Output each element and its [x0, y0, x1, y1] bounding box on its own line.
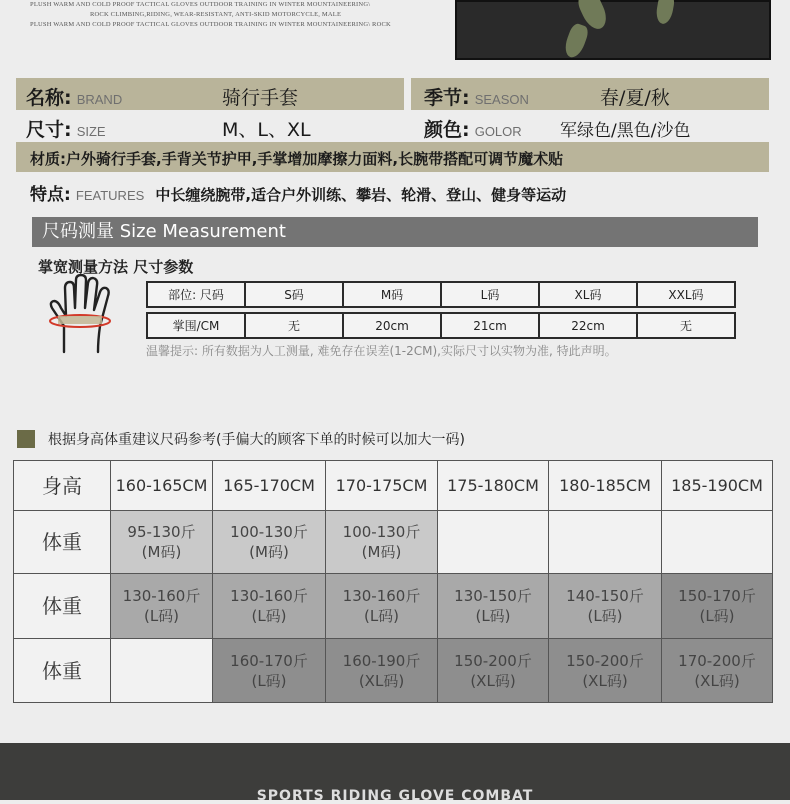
- size-param-cell: XL码: [539, 282, 637, 307]
- weight-cell: 130-150斤 (L码): [438, 574, 549, 639]
- weight-cell: [438, 511, 549, 574]
- season-field: [424, 83, 529, 110]
- weight-cell: 160-190斤 (XL码): [326, 639, 438, 703]
- weight-cell: 170-200斤 (XL码): [662, 639, 773, 703]
- size-en: SIZE: [76, 124, 106, 139]
- height-label: 身高: [14, 461, 111, 511]
- weight-cell: 130-160斤 (L码): [111, 574, 213, 639]
- features-label: 特点:: [30, 185, 71, 205]
- height-row: [14, 461, 773, 511]
- size-param-header-row: [147, 282, 735, 307]
- size-param-cell: 20cm: [343, 313, 441, 338]
- brand-en: BRAND: [76, 92, 123, 107]
- weight-cell: 130-160斤 (L码): [213, 574, 326, 639]
- weight-row: [14, 511, 773, 574]
- header-line-3: PLUSH WARM AND COLD PROOF TACTICAL GLOVES OUTDOOR TRAINING IN WINTER MOUNTAINEERING\ ROCK: [30, 21, 391, 28]
- method-label: 掌宽测量方法 尺寸参数: [38, 258, 194, 276]
- weight-cell: 100-130斤 (M码): [326, 511, 438, 574]
- season-label: 季节:: [424, 87, 470, 109]
- weight-cell: [549, 511, 662, 574]
- section-marker: [17, 430, 35, 448]
- features-en: FEATURES: [75, 188, 145, 203]
- size-param-cell: 部位: 尺码: [147, 282, 245, 307]
- measurement-note: 温馨提示: 所有数据为人工测量, 难免存在误差(1-2CM),实际尺寸以实物为准, 特此声明。: [146, 344, 617, 358]
- weight-cell: 140-150斤 (L码): [549, 574, 662, 639]
- size-param-cell: 22cm: [539, 313, 637, 338]
- season-value: 春/夏/秋: [600, 87, 670, 109]
- footer-title: SPORTS RIDING GLOVE COMBAT: [256, 788, 534, 804]
- header-line-2: ROCK CLIMBING,RIDING, WEAR-RESISTANT, ANTI-SKID MOTORCYCLE, MALE: [90, 11, 342, 18]
- glove-photo: [455, 0, 771, 60]
- weight-cell: [662, 511, 773, 574]
- size-param-table: [146, 281, 736, 339]
- size-field: [26, 115, 106, 142]
- features-value: 中长缠绕腕带,适合户外训练、攀岩、轮滑、登山、健身等运动: [155, 186, 567, 204]
- size-param-cell: XXL码: [637, 282, 735, 307]
- size-recommendation-table: [13, 460, 773, 703]
- weight-cell: [111, 639, 213, 703]
- header-text: [30, 0, 440, 30]
- weight-cell: 150-200斤 (XL码): [438, 639, 549, 703]
- color-label: 颜色:: [424, 119, 470, 141]
- brand-value: 骑行手套: [222, 87, 299, 109]
- weight-cell: 130-160斤 (L码): [326, 574, 438, 639]
- size-param-cell: 掌围/CM: [147, 313, 245, 338]
- brand-field: [26, 83, 122, 110]
- weight-cell: 160-170斤 (L码): [213, 639, 326, 703]
- size-measurement-header: 尺码测量 Size Measurement: [32, 217, 758, 247]
- size-param-cell: S码: [245, 282, 343, 307]
- features-field: [30, 180, 566, 205]
- weight-cell: 95-130斤 (M码): [111, 511, 213, 574]
- weight-cell: 150-170斤 (L码): [662, 574, 773, 639]
- header-line-1: PLUSH WARM AND COLD PROOF TACTICAL GLOVES OUTDOOR TRAINING IN WINTER MOUNTAINEERING\: [30, 1, 371, 8]
- size-param-cell: M码: [343, 282, 441, 307]
- material-text: 材质:户外骑行手套,手背关节护甲,手掌增加摩擦力面料,长腕带搭配可调节魔术贴: [30, 150, 564, 168]
- color-field: [424, 115, 522, 142]
- size-value: M、L、XL: [222, 119, 311, 141]
- season-en: SEASON: [474, 92, 529, 107]
- weight-label: 体重: [14, 574, 111, 639]
- height-cell: 160-165CM: [111, 461, 213, 511]
- weight-row: [14, 574, 773, 639]
- height-cell: 185-190CM: [662, 461, 773, 511]
- weight-label: 体重: [14, 639, 111, 703]
- recommendation-title: 根据身高体重建议尺码参考(手偏大的顾客下单的时候可以加大一码): [48, 432, 465, 448]
- weight-row: [14, 639, 773, 703]
- size-param-value-row: [147, 313, 735, 338]
- size-param-cell: 无: [245, 313, 343, 338]
- size-param-cell: L码: [441, 282, 539, 307]
- height-cell: 165-170CM: [213, 461, 326, 511]
- color-value: 军绿色/黑色/沙色: [560, 121, 691, 141]
- size-param-cell: 21cm: [441, 313, 539, 338]
- size-param-cell: 无: [637, 313, 735, 338]
- brand-label: 名称:: [26, 87, 72, 109]
- weight-cell: 100-130斤 (M码): [213, 511, 326, 574]
- height-cell: 170-175CM: [326, 461, 438, 511]
- color-en: GOLOR: [474, 124, 522, 139]
- hand-measure-icon: [42, 274, 122, 358]
- size-label: 尺寸:: [26, 119, 72, 141]
- height-cell: 175-180CM: [438, 461, 549, 511]
- weight-cell: 150-200斤 (XL码): [549, 639, 662, 703]
- height-cell: 180-185CM: [549, 461, 662, 511]
- weight-label: 体重: [14, 511, 111, 574]
